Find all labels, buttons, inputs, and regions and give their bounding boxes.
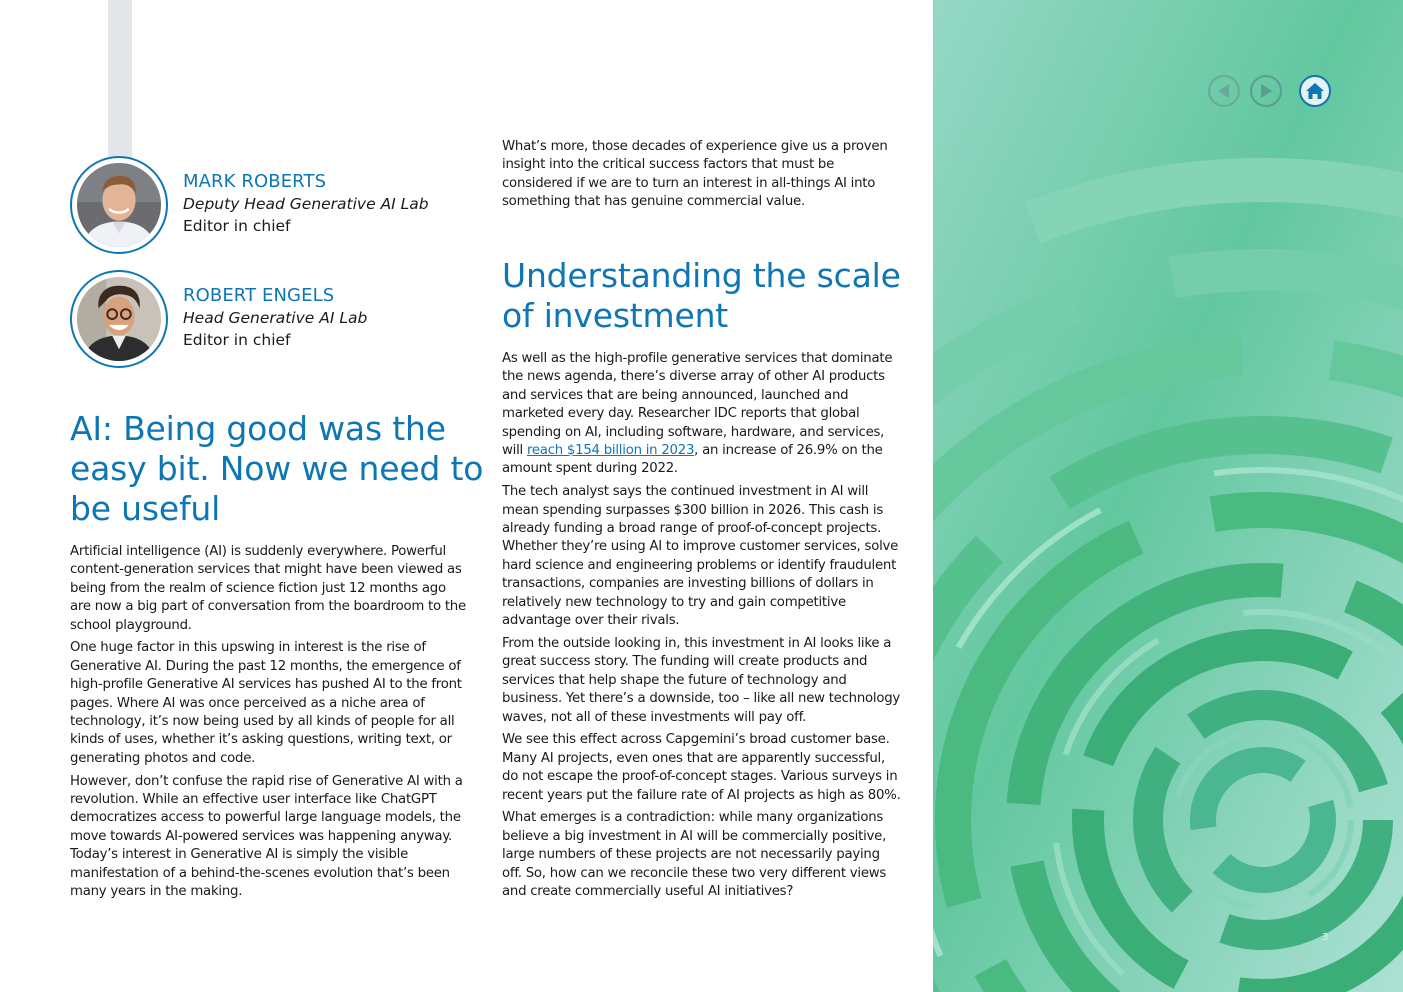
side-accent-bar bbox=[108, 0, 132, 158]
maze-illustration bbox=[933, 0, 1403, 992]
previous-page-button[interactable] bbox=[1207, 74, 1241, 108]
portrait-mark-roberts bbox=[77, 163, 161, 247]
author-name: MARK ROBERTS bbox=[183, 171, 327, 192]
author-card-robert-engels bbox=[70, 270, 470, 370]
page-number: 3 bbox=[1322, 932, 1329, 943]
author-title: Editor in chief bbox=[183, 217, 291, 235]
idc-spending-link[interactable]: reach $154 billion in 2023 bbox=[526, 443, 695, 459]
paragraph-text: , an increase of 26.9% on the amount spent during 2022. bbox=[502, 443, 883, 477]
author-title: Editor in chief bbox=[183, 331, 291, 349]
middle-intro bbox=[502, 138, 902, 216]
left-arrow-icon bbox=[1207, 74, 1241, 108]
paragraph: One huge factor in this upswing in interest is the rise of Generative AI. During the past 12 months, the emergence of high-profile Generative AI services has pushed AI to the front pages. Where AI was once perceived as a niche area of technology, it’s now being used by all kinds of people for all kinds of uses, whether it’s asking questions, writing text, or generating photos and code. bbox=[70, 640, 462, 766]
paragraph-text: As well as the high-profile generative services that dominate the news agenda, there’s diverse array of other AI products and services that are being announced, launched and marketed every day. Researcher IDC reports that global spending on AI, including software, hardware, and services, will bbox=[502, 351, 893, 459]
paragraph: However, don’t confuse the rapid rise of Generative AI with a revolution. While an effective user interface like ChatGPT democratizes access to powerful large language models, the move towards AI-powered services was happening anyway. Today’s interest in Generative AI is simply the visible manifestation of a behind-the-scenes evolution that’s been many years in the making. bbox=[70, 773, 463, 900]
paragraph: From the outside looking in, this investment in AI looks like a great success story. The funding will create products and services that help shape the future of technology and business. Yet there’s a downside, too – like all new technology waves, not all of these investments will pay off. bbox=[502, 635, 901, 725]
article-headline: AI: Being good was the easy bit. Now we need to be useful bbox=[70, 409, 484, 528]
paragraph: What’s more, those decades of experience give us a proven insight into the critical success factors that must be considered if we are to turn an interest in all-things AI into something that has genuine commercial value. bbox=[502, 139, 888, 210]
author-card-mark-roberts bbox=[70, 156, 470, 256]
author-name: ROBERT ENGELS bbox=[183, 285, 335, 306]
paragraph: What emerges is a contradiction: while many organizations believe a big investment in AI will be commercially positive, large numbers of these projects are not necessarily paying off. So, how can we reconcile these two very different views and create commercially useful AI initiatives? bbox=[502, 810, 887, 899]
paragraph bbox=[502, 350, 902, 479]
right-arrow-icon bbox=[1249, 74, 1283, 108]
paragraph: Artificial intelligence (AI) is suddenly everywhere. Powerful content-generation services that might have been viewed as being from the realm of science fiction just 12 months ago are now a big part of conversation from the boardroom to the school playground. bbox=[70, 544, 466, 633]
paragraph: We see this effect across Capgemini’s broad customer base. Many AI projects, even ones that are apparently successful, do not escape the proof-of-concept stages. Various surveys in recent years put the failure rate of AI projects as high as 80%. bbox=[502, 732, 901, 803]
middle-column bbox=[502, 350, 902, 906]
author-role: Head Generative AI Lab bbox=[183, 309, 368, 327]
author-role: Deputy Head Generative AI Lab bbox=[183, 195, 429, 213]
home-icon bbox=[1298, 74, 1332, 108]
portrait-robert-engels bbox=[77, 277, 161, 361]
paragraph: The tech analyst says the continued investment in AI will mean spending surpasses $300 billion in 2026. This cash is already funding a broad range of proof-of-concept projects. Whether they’re using AI to improve customer services, solve hard science and engineering problems or identify fraudulent transactions, companies are investing billions of dollars in relatively new technology to try and gain competitive advantage over their rivals. bbox=[502, 484, 899, 629]
avatar bbox=[70, 156, 168, 254]
left-column bbox=[70, 543, 470, 906]
next-page-button[interactable] bbox=[1249, 74, 1283, 108]
section-headline: Understanding the scale of investment bbox=[502, 256, 901, 335]
home-button[interactable] bbox=[1298, 74, 1332, 108]
avatar bbox=[70, 270, 168, 368]
